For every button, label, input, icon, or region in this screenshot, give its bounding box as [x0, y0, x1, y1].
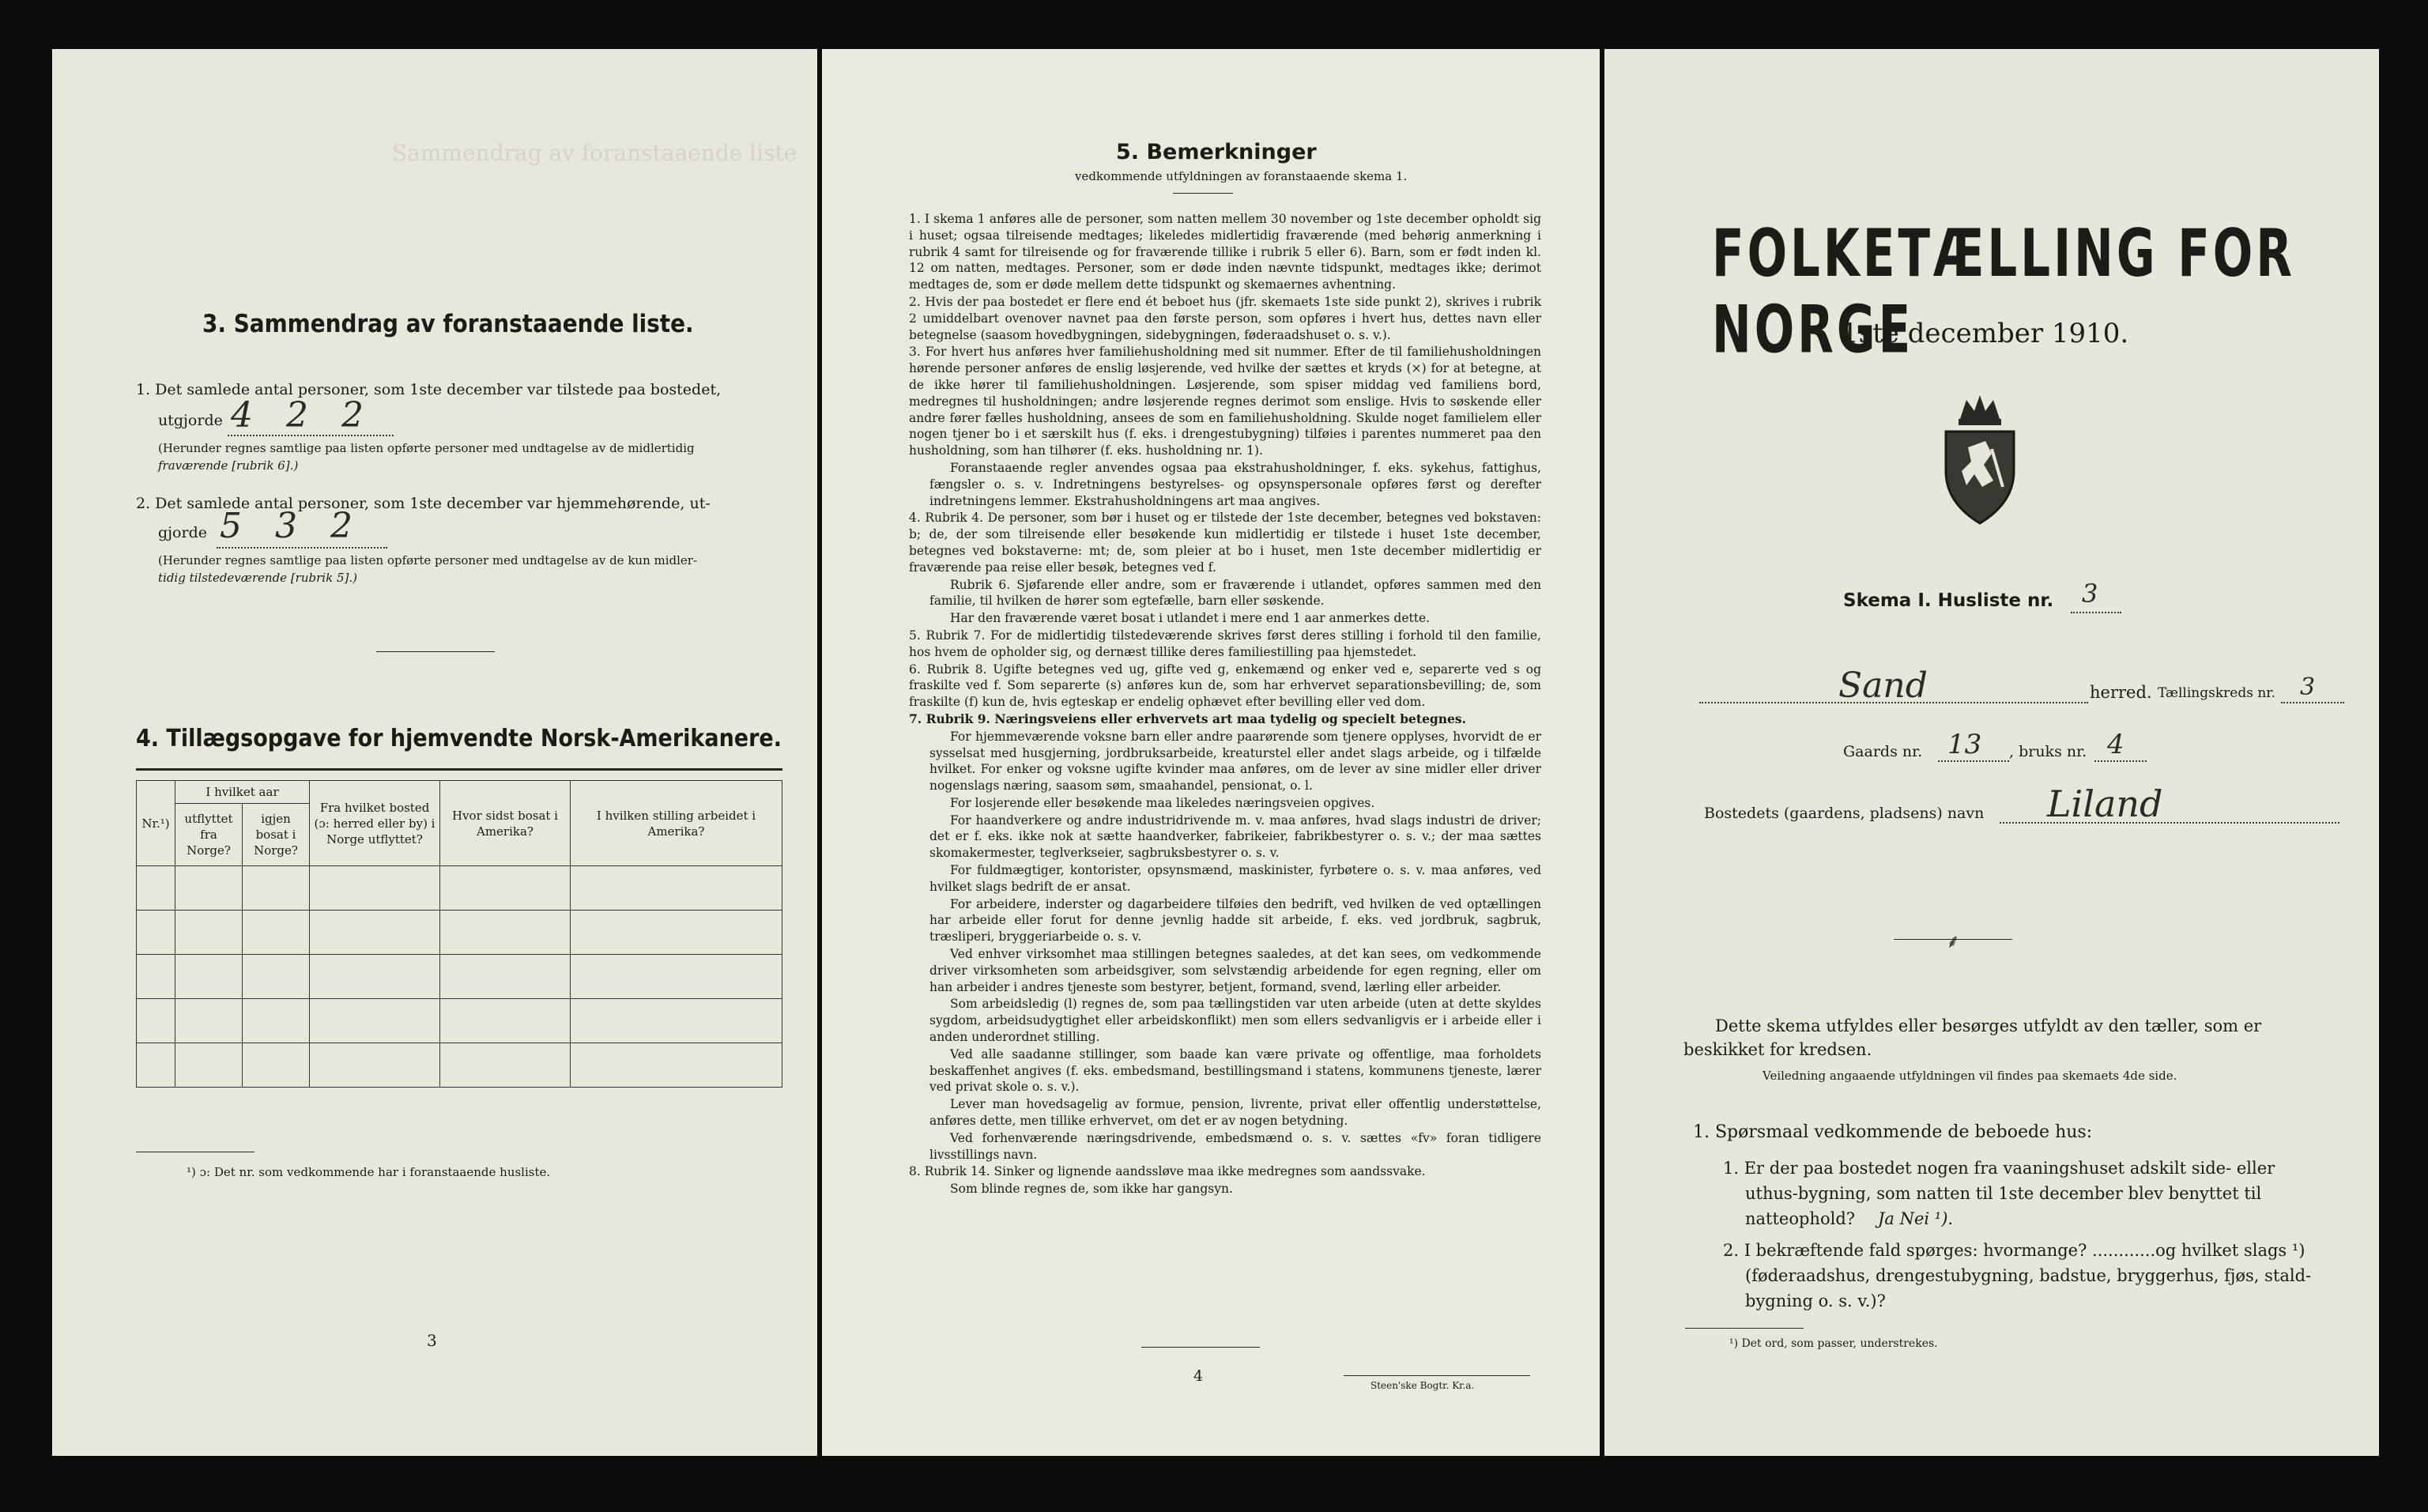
- remark-paragraph: For arbeidere, inderster og dagarbeidere tilføies den bedrift, ved hvilken de ved optællingen har arbeide eller forut for denne jevnlig hadde sit arbeide, f. eks. ved jordbruk, sagbruk, træsliperi, bryggeriarbeide o. s. v.: [929, 896, 1541, 945]
- footnote: ¹) Det ord, som passer, understrekes.: [1729, 1337, 1938, 1350]
- item2-value: 5 3 2: [220, 506, 364, 546]
- page-right: [1604, 49, 2379, 1456]
- item1-line1: 1. Det samlede antal personer, som 1ste december var tilstede paa bostedet,: [136, 381, 722, 398]
- remark-paragraph: 3. For hvert hus anføres hver familiehusholdning med sit nummer. Efter de til familiehusholdningen hørende personer anføres de enslig løsjerende, ved hvilke der sættes et kryds (×) for at betegne, at de ikke hører til familiehusholdningen. Løsjerende, som spiser middag ved familiens bord, medregnes til husholdningen; andre løsjerende regnes derimot som enslige. Hvis to søskende eller andre fører fælles husholdning, ansees de som en familiehusholdning. Skulde noget familielem eller nogen tjener bo i et særskilt hus (f. eks. i drengestubygning) tilføies i parentes nummeret paa den husholdning, som han tilhører (f. eks. husholdning nr. 1).: [909, 345, 1541, 458]
- kreds-value: 3: [2300, 673, 2316, 701]
- th-nr: Nr.¹): [137, 781, 175, 866]
- q1-2-line3: bygning o. s. v.)?: [1745, 1291, 1886, 1310]
- instruction-line2: beskikket for kredsen.: [1683, 1040, 1872, 1059]
- remark-paragraph: For hjemmeværende voksne barn eller andre paarørende som tjenere opplyses, hvorvidt de er sysselsat med husgjerning, jordbruksarbeide, kreaturstel eller andet slags arbeide, og i tilfælde hvilket. For enker og voksne ugifte kvinder maa anføres, om de lever av sine midler eller driver nogenslags næring, saasom søm, smaahandel, pensionat, o. l.: [929, 729, 1541, 794]
- item2-line2: gjorde: [158, 524, 207, 541]
- gaards-label: Gaards nr.: [1843, 743, 1923, 760]
- remark-paragraph: 2. Hvis der paa bostedet er flere end ét beboet hus (jfr. skemaets 1ste side punkt 2), skrives i rubrik 2 umiddelbart ovenover navnet paa den første person, som opføres i hvert hus, dettes navn eller betegnelse (saasom hovedbygningen, sidebygningen, føderaadshuset o. s. v.).: [909, 294, 1541, 342]
- footnote: ¹) ɔ: Det nr. som vedkommende har i foranstaaende husliste.: [187, 1165, 551, 1179]
- faded-header: Sammendrag av foranstaaende liste: [392, 140, 797, 166]
- th-col1: utflyttet fra Norge?: [175, 804, 243, 866]
- q1-title: 1. Spørsmaal vedkommende de beboede hus:: [1693, 1122, 2093, 1142]
- instruction-line1: Dette skema utfyldes eller besørges utfyldt av den tæller, som er: [1715, 1016, 2262, 1035]
- bruks-label: , bruks nr.: [2009, 743, 2087, 760]
- instruction-small: Veiledning angaaende utfyldningen vil findes paa skemaets 4de side.: [1763, 1069, 2177, 1083]
- item1-note2: fraværende [rubrik 6].): [158, 458, 299, 473]
- remark-paragraph: Ved alle saadanne stillinger, som baade kan være private og offentlige, maa forholdets beskaffenhet angives (f. eks. embedsmand, bestillingsmand i statens, kommunens tjeneste, lærer ved privat skole o. s. v.).: [929, 1046, 1541, 1095]
- th-col5: I hvilken stilling arbeidet i Amerika?: [571, 781, 782, 866]
- table-row: [137, 866, 782, 911]
- remark-paragraph: 1. I skema 1 anføres alle de personer, som natten mellem 30 november og 1ste december opholdt sig i huset; ogsaa tilreisende medtages; likeledes midlertidig fraværende (med behørig anmerkning i rubrik 4 samt for tilreisende og for fraværende tillike i rubrik 5 eller 6). Barn, som er født inden kl. 12 om natten, medtages. Personer, som er døde inden nævnte tidspunkt, medtages ikke; derimot medtages de, som er døde mellem dette tidspunkt og skemaernes avhentning.: [909, 212, 1541, 292]
- remark-paragraph: Ved enhver virksomhet maa stillingen betegnes saaledes, at det kan sees, om vedkommende driver virksomheten som arbeidsgiver, som selvstændig arbeidende for egen regning, eller om han arbeider i andres tjeneste som bestyrer, betjent, formand, svend, lærling eller arbeider.: [929, 947, 1541, 994]
- herred-label: herred.: [2090, 683, 2152, 702]
- q1-1-answer: Ja Nei ¹).: [1878, 1209, 1954, 1228]
- q1-2-line1: 2. I bekræftende fald spørges: hvormange? ............og hvilket slags ¹): [1723, 1241, 2305, 1260]
- table-row: [137, 999, 782, 1043]
- page-left: [52, 49, 817, 1456]
- remarks-subtitle: vedkommende utfyldningen av foranstaaende skema 1.: [1075, 169, 1408, 183]
- gaards-value: 13: [1947, 729, 1982, 760]
- remarks-body: [909, 211, 1541, 1198]
- q1-1-line3: natteophold?: [1745, 1209, 1856, 1228]
- remark-paragraph: For fuldmægtiger, kontorister, opsynsmænd, maskinister, fyrbøtere o. s. v. maa anføres, ved hvilket slags bedrift de er ansat.: [929, 863, 1541, 894]
- kreds-label: Tællingskreds nr.: [2158, 685, 2275, 701]
- table-row: [137, 955, 782, 999]
- q1-1-line2: uthus-bygning, som natten til 1ste december blev benyttet til: [1745, 1184, 2262, 1203]
- remarks-title: 5. Bemerkninger: [1116, 140, 1317, 164]
- remark-paragraph: Lever man hovedsagelig av formue, pension, livrente, privat eller offentlig understøttelse, anføres dette, men tillike erhvervet, om det er av nogen betydning.: [929, 1097, 1541, 1129]
- item2-note2: tidig tilstedeværende [rubrik 5].): [158, 571, 357, 585]
- bosted-label: Bostedets (gaardens, pladsens) navn: [1704, 805, 1985, 822]
- remark-paragraph: 8. Rubrik 14. Sinker og lignende aandssløve maa ikke medregnes som aandssvake.: [909, 1164, 1426, 1179]
- remark-paragraph: Rubrik 6. Sjøfarende eller andre, som er fraværende i utlandet, opføres sammen med den familie, til hvilken de hører som egtefælle, barn eller søskende.: [929, 577, 1541, 609]
- printer-mark: Steen'ske Bogtr. Kr.a.: [1370, 1380, 1475, 1391]
- page-middle: [822, 49, 1600, 1456]
- remark-paragraph: 5. Rubrik 7. For de midlertidig tilstedeværende skrives først deres stilling i forhold til den familie, hos hvem de opholder sig, og dernæst tillike deres familiestilling paa hjemstedet.: [909, 628, 1541, 659]
- page-number: 3: [427, 1331, 437, 1350]
- item1-note1: (Herunder regnes samtlige paa listen opførte personer med undtagelse av de midlertidig: [158, 441, 695, 455]
- q1-2-line2: (føderaadshus, drengestubygning, badstue, bryggerhus, fjøs, stald-: [1745, 1266, 2312, 1285]
- table-row: [137, 1043, 782, 1088]
- divider: [376, 651, 495, 652]
- item2-line1: 2. Det samlede antal personer, som 1ste december var hjemmehørende, ut-: [136, 495, 711, 512]
- section3-title: 3. Sammendrag av foranstaaende liste.: [202, 310, 694, 338]
- herred-value: Sand: [1838, 666, 1928, 706]
- th-col2: igjen bosat i Norge?: [243, 804, 310, 866]
- item1-value: 4 2 2: [231, 395, 375, 436]
- remark-paragraph: For haandverkere og andre industridrivende m. v. maa anføres, hvad slags industri de driver; det er f. eks. ikke nok at sætte haandverker, fabrikeier, fabrikbestyrer o. s. v.; der maa sættes skomakermester, teglverkseier, sagbruksbestyrer o. s. v.: [929, 813, 1541, 861]
- item1-line2: utgjorde: [158, 412, 223, 429]
- coat-of-arms-icon: [1936, 392, 2023, 526]
- th-col4: Hvor sidst bosat i Amerika?: [440, 781, 571, 866]
- remark-paragraph: Som arbeidsledig (l) regnes de, som paa tællingstiden var uten arbeide (uten at dette skyldes sygdom, arbeidsudygtighet eller arbeidskonflikt) men som ellers sedvanligvis er i arbeide eller i anden underordnet stilling.: [929, 997, 1541, 1045]
- form-date: 1ste december 1910.: [1842, 318, 2129, 349]
- remark-paragraph: For losjerende eller besøkende maa likeledes næringsveien opgives.: [950, 795, 1375, 810]
- remark-paragraph: 4. Rubrik 4. De personer, som bør i huset og er tilstede der 1ste december, betegnes ved bokstaven: b; de, der som tilreisende eller besøkende kun midlertidig er tilstede i huset 1ste december, betegnes ved bokstaverne: mt; de, som pleier at bo i huset, men 1ste december midlertidig er fraværende paa reise eller besøk, betegnes ved f.: [909, 511, 1541, 575]
- bruks-value: 4: [2107, 729, 2124, 760]
- ornament-icon: ⸙: [1946, 930, 1960, 952]
- item2-note1: (Herunder regnes samtlige paa listen opførte personer med undtagelse av de kun midler-: [158, 553, 698, 567]
- remark-paragraph: Ved forhenværende næringsdrivende, embedsmænd o. s. v. sættes «fv» foran tidligere livsstillings navn.: [929, 1130, 1541, 1162]
- form-title: FOLKETÆLLING FOR NORGE: [1712, 215, 2295, 368]
- th-group: I hvilket aar: [175, 781, 310, 804]
- remark-paragraph: Som blinde regnes de, som ikke har gangsyn.: [950, 1182, 1233, 1197]
- husliste-nr: 3: [2082, 579, 2098, 609]
- remark-paragraph: Har den fraværende været bosat i utlandet i mere end 1 aar anmerkes dette.: [950, 611, 1431, 626]
- section4-title: 4. Tillægsopgave for hjemvendte Norsk-Amerikanere.: [136, 725, 782, 752]
- page-number: 4: [1193, 1367, 1204, 1385]
- remark-paragraph: Foranstaaende regler anvendes ogsaa paa ekstrahusholdninger, f. eks. sykehus, fattighus, fængsler o. s. v. Indretningens bestyrelses- og opsynspersonale opføres først og derefter indretningens lemmer. Ekstrahusholdningens art maa angives.: [929, 460, 1541, 508]
- bosted-value: Liland: [2047, 782, 2163, 825]
- th-col3: Fra hvilket bosted (ɔ: herred eller by) i Norge utflyttet?: [310, 781, 440, 866]
- remark-paragraph: 7. Rubrik 9. Næringsveiens eller erhvervets art maa tydelig og specielt betegnes.: [909, 711, 1467, 726]
- norsk-amerikanere-table: [136, 780, 782, 1088]
- q1-1-line1: 1. Er der paa bostedet nogen fra vaaningshuset adskilt side- eller: [1723, 1159, 2275, 1178]
- table-row: [137, 911, 782, 955]
- schema-label: Skema I. Husliste nr.: [1843, 590, 2054, 611]
- remark-paragraph: 6. Rubrik 8. Ugifte betegnes ved ug, gifte ved g, enkemænd og enker ved e, separerte ved s og fraskilte ved f. Som separerte (s) anføres kun de, som har erhvervet separationsbevilling; de, som fraskilte (f) kun de, hvis egteskap er endelig ophævet efter bevilling eller ved dom.: [909, 662, 1541, 710]
